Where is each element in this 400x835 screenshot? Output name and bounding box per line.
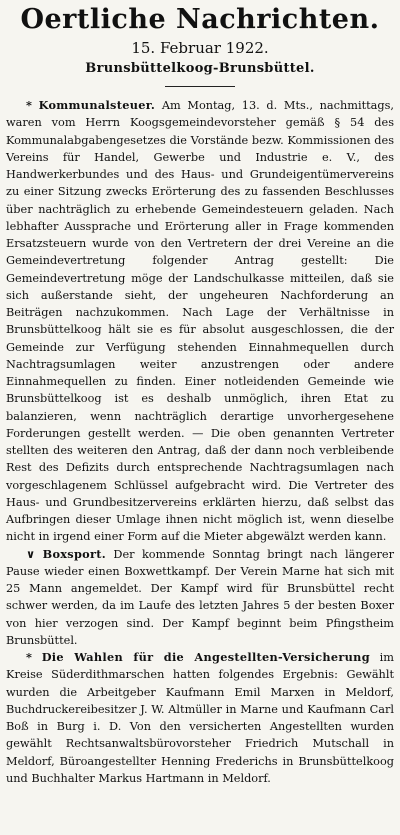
article-rubric: Boxsport. [42,546,107,561]
article-marker: * [26,98,32,112]
place-heading: Brunsbüttelkoog-Brunsbüttel. [85,61,315,76]
divider-rule [165,86,235,87]
article-body: im Kreise Süderdithmarschen hatten folgendes Ergebnis: Gewählt wurden die Arbeitgeber Kaufmann Emil Marxen in Meldorf, Buchdruckereibesitzer J. W. Altmüller in Marne und Kaufmann Carl Boß in Burg i. D. Von den versicherten Angestellten wurden gewählt Rechtsanwaltsbürovorsteher Friedrich Mutschall in Meldorf, Büroangestellter Henning Frederichs in Brunsbüttelkoog und Buchhalter Markus Hartmann in Meldorf. [6,651,394,785]
article-body: Am Montag, 13. d. Mts., nachmittags, waren vom Herrn Koogsgemeindevorsteher gemäß § 54 des Kommunalabgabengesetzes die Vorstände bezw. Kommissionen des Vereins für Handel, Gewerbe und Industrie e. V., des Handwerkerbundes und des Haus- und Grundeigentümervereins zu einer Sitzung zwecks Erörterung des zu fassenden Beschlusses über nachträglich zu erhebende Gemeindesteuern geladen. Nach lebhafter Aussprache und Erörterung aller in Frage kommenden Ersatzsteuern wurde von den Vertretern der drei Vereine an die Gemeindevertretung folgender Antrag gestellt: Die Gemeindevertretung möge der Landschulkasse mitteilen, daß sie sich außerstande sieht, der ungeheuren Nachforderung an Beiträgen nachzukommen. Nach Lage der Verhältnisse in Brunsbüttelkoog hält sie es für absolut ausgeschlossen, die der Gemeinde zur Verfügung stehenden Einnahmequellen durch Nachtragsumlagen weiter anzustrengen oder andere Einnahmequellen zu finden. Einer notleidenden Gemeinde wie Brunsbüttelkoog ist es deshalb unmöglich, ihren Etat zu balanzieren, wenn nachträglich derartige unvorhergesehene Forderungen gestellt werden. — Die oben genannten Vertreter stellten des weiteren den Antrag, daß der dann noch verbleibende Rest des Defizits durch entsprechende Nachtragsumlagen nach vorgeschlagenem Schlüssel aufgebracht wird. Die Vertreter des Haus- und Grundbesitzervereins erklärten hierzu, daß selbst das Aufbringen dieser Umlage ihnen nicht möglich ist, wenn dieselbe nicht in irgend einer Form auf die Mieter abgewälzt werden kann. [6,99,395,544]
article-kommunalsteuer [6,97,394,546]
article-marker: * [26,650,32,664]
article-marker: ∨ [26,546,36,561]
article-rubric: Die Wahlen für die Angestellten-Versicherung [41,650,370,664]
article-rubric: Kommunalsteuer. [38,98,156,112]
article-boxsport [6,546,394,650]
section-headline: Oertliche Nachrichten. [20,4,380,35]
article-body: Der kommende Sonntag bringt nach längerer Pause wieder einen Boxwettkampf. Der Verein Marne hat sich mit 25 Mann angemeldet. Der Kampf wird für Brunsbüttel recht schwer werden, da im Laufe des letzten Jahres 5 der besten Boxer von hier verzogen sind. Der Kampf beginnt beim Pfingstheim Brunsbüttel. [6,547,395,647]
issue-date: 15. Februar 1922. [131,39,269,57]
article-angestellten-versicherung [6,649,394,787]
